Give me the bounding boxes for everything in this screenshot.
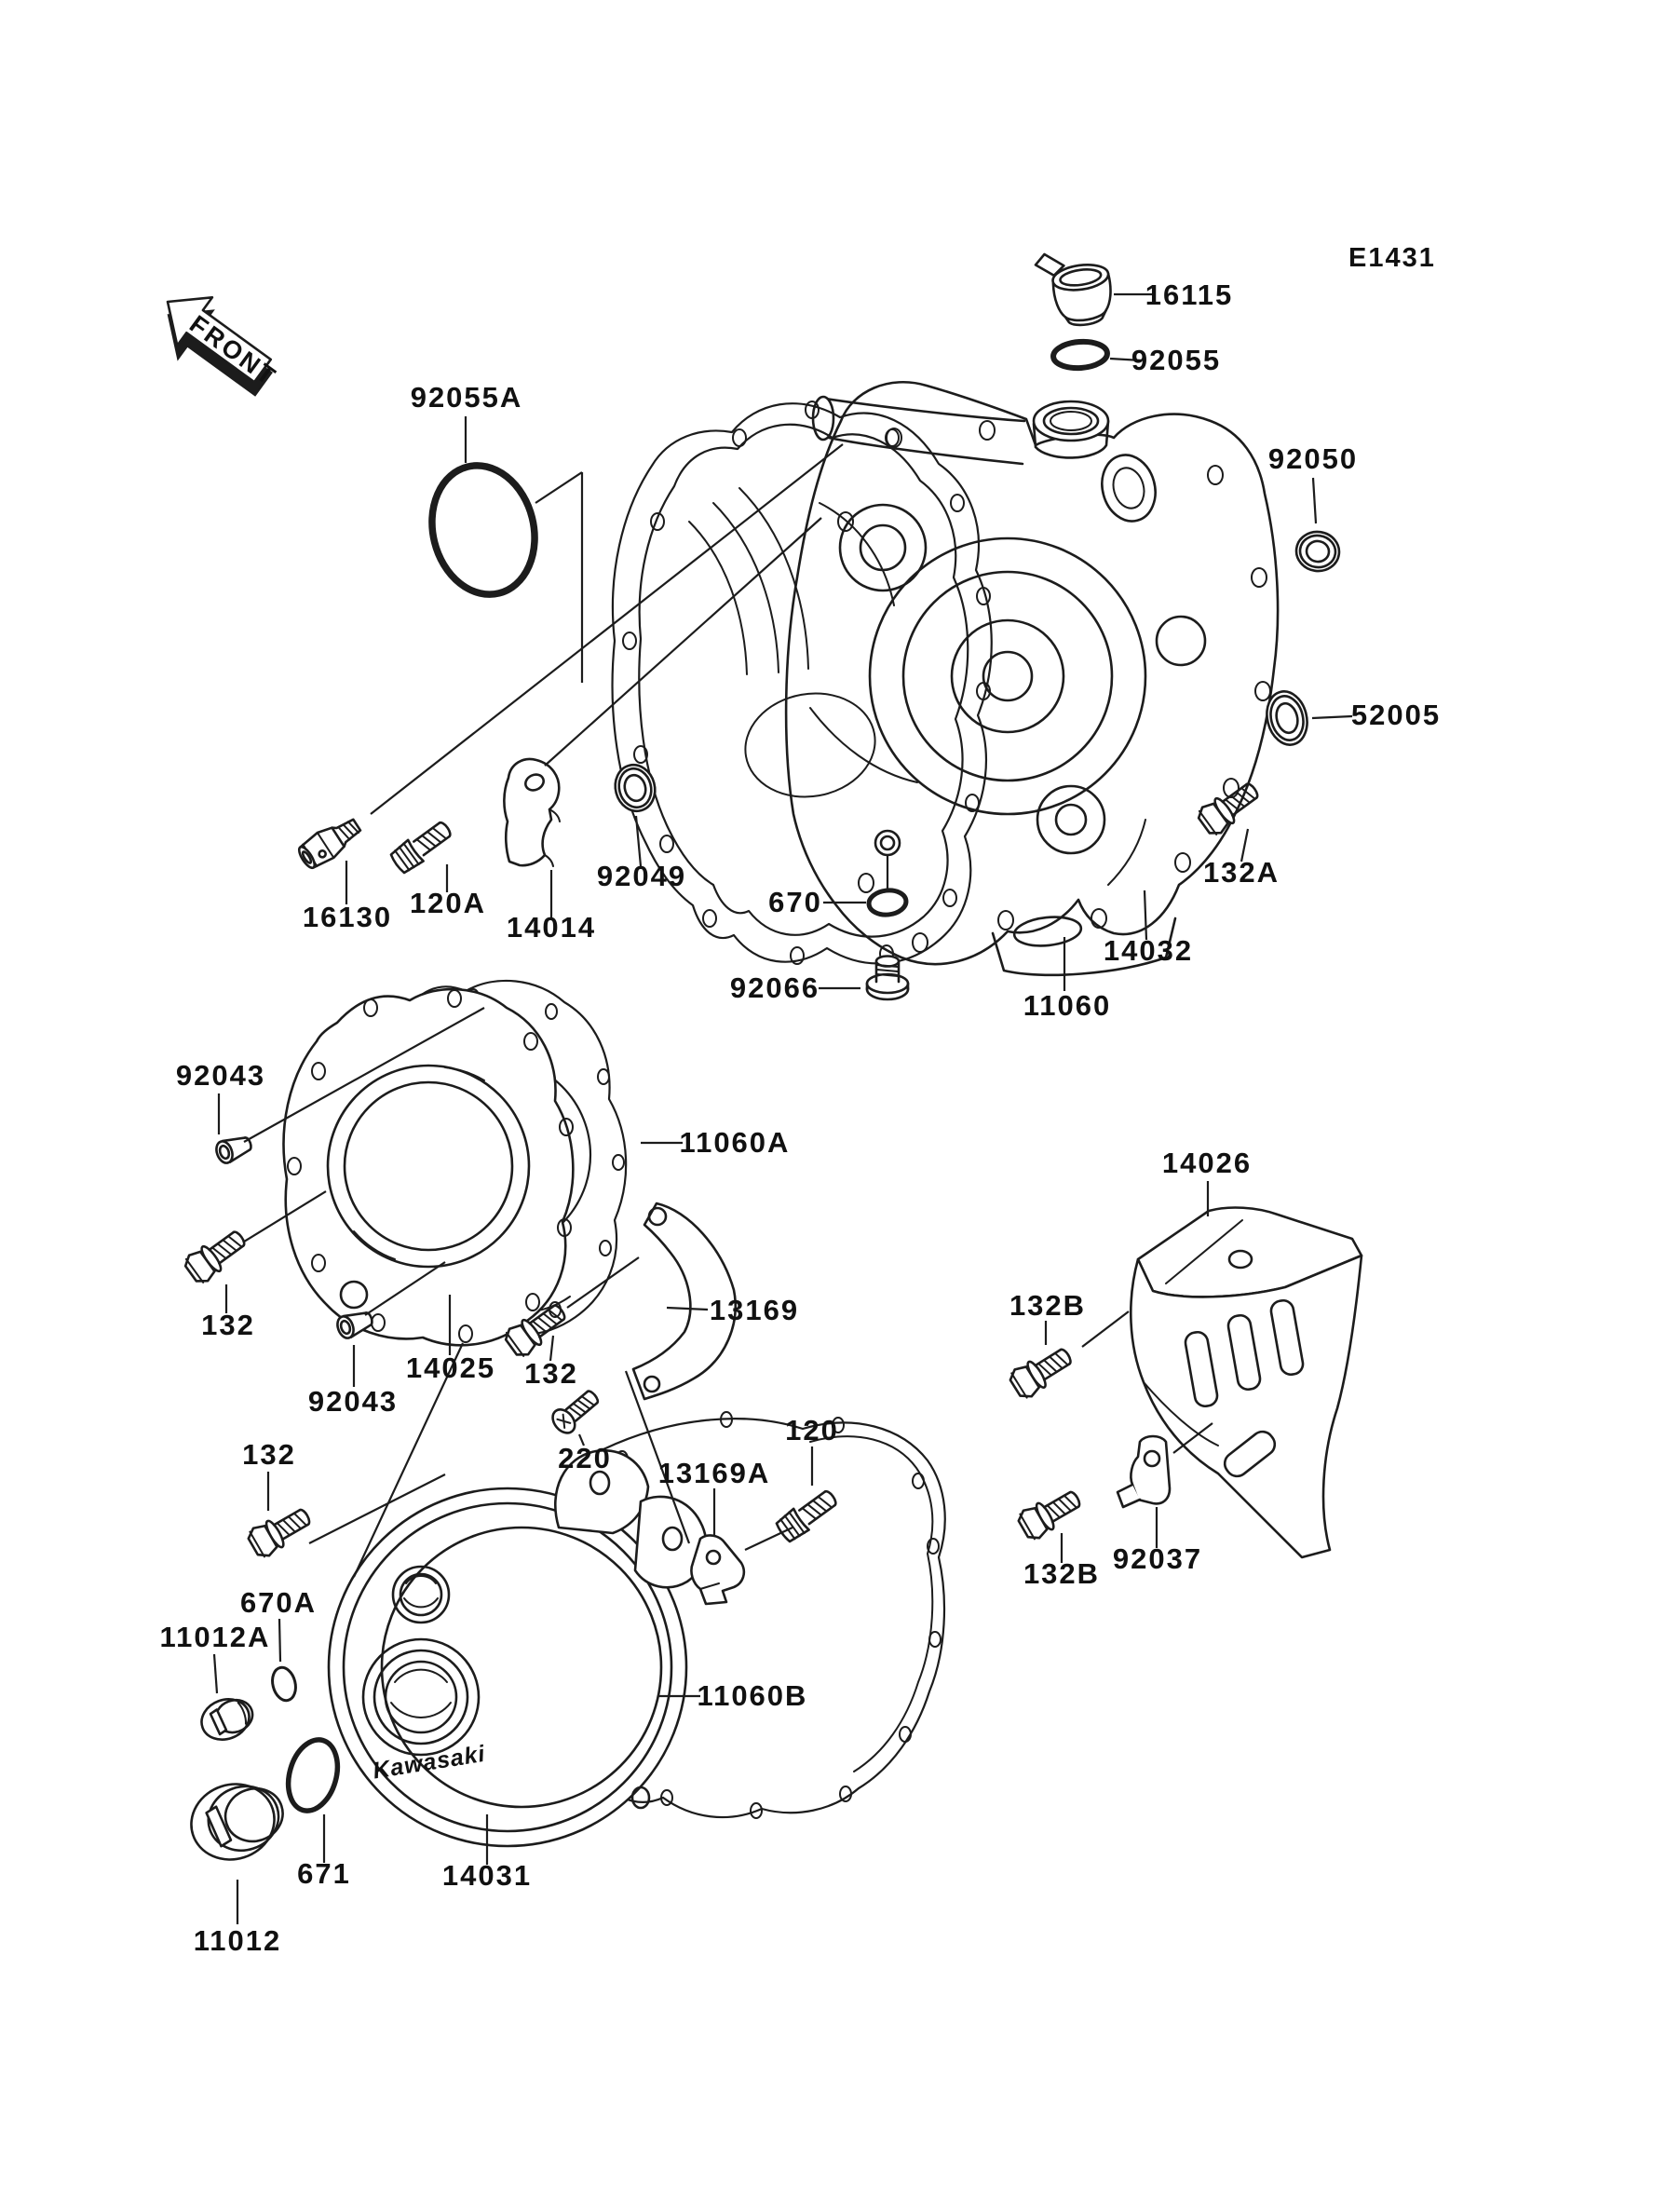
- part-label-13169: 13169: [709, 1294, 800, 1326]
- dowel-pin-92043-top-drawing: [213, 1133, 253, 1165]
- part-label-670A: 670A: [239, 1586, 318, 1619]
- plug-11012A-drawing: [196, 1691, 258, 1746]
- oil-nozzle-16130-drawing: [295, 812, 365, 872]
- part-label-14032: 14032: [1103, 934, 1194, 967]
- part-label-132: 132: [524, 1357, 578, 1390]
- part-label-671: 671: [297, 1857, 351, 1890]
- part-label-132A: 132A: [1202, 856, 1280, 889]
- label-leader-line: [1312, 716, 1352, 718]
- bolt-132B-bottom-drawing: [1015, 1484, 1085, 1542]
- front-arrow-label: FRONT: [184, 309, 283, 392]
- part-label-670: 670: [768, 886, 822, 918]
- o-ring-671-drawing: [280, 1734, 345, 1817]
- part-label-132: 132: [242, 1438, 296, 1471]
- bolt-120A-drawing: [389, 817, 455, 875]
- clutch-cover-14025-drawing: [284, 989, 574, 1345]
- seal-92049-drawing: [610, 760, 660, 815]
- part-label-92055A: 92055A: [410, 381, 523, 414]
- label-leader-line: [279, 1619, 280, 1662]
- leader-line: [545, 518, 821, 766]
- part-label-14014: 14014: [506, 911, 597, 944]
- part-label-92050: 92050: [1267, 442, 1359, 475]
- part-label-14031: 14031: [441, 1859, 533, 1892]
- part-label-92043: 92043: [307, 1385, 399, 1418]
- part-label-92049: 92049: [596, 860, 687, 892]
- o-ring-670A-drawing: [269, 1665, 299, 1704]
- screw-220-drawing: [549, 1385, 603, 1437]
- part-label-92066: 92066: [729, 971, 820, 1004]
- bolt-132-left-drawing: [182, 1224, 251, 1286]
- part-label-132B: 132B: [1023, 1557, 1101, 1590]
- page-code: E1431: [1348, 243, 1436, 273]
- part-label-11060B: 11060B: [697, 1679, 808, 1712]
- part-label-120A: 120A: [409, 887, 487, 919]
- part-label-16115: 16115: [1145, 278, 1234, 311]
- o-ring-92055A-drawing: [419, 455, 549, 605]
- part-label-11012: 11012: [193, 1924, 282, 1957]
- bolt-132-bottomleft-drawing: [245, 1501, 315, 1560]
- screw-120-drawing: [775, 1486, 841, 1543]
- label-leader-line: [636, 816, 641, 866]
- part-label-13169A: 13169A: [657, 1457, 771, 1489]
- part-label-92043: 92043: [175, 1059, 266, 1092]
- o-ring-92055-drawing: [1052, 340, 1108, 370]
- bracket-14014-drawing: [504, 759, 560, 866]
- part-label-92055: 92055: [1131, 344, 1222, 376]
- part-label-120: 120: [785, 1414, 839, 1446]
- part-label-220: 220: [558, 1442, 612, 1474]
- front-direction-arrow: [144, 278, 292, 412]
- part-label-132B: 132B: [1009, 1289, 1087, 1322]
- label-leader-line: [214, 1654, 217, 1693]
- label-leader-line: [1313, 478, 1316, 523]
- kawasaki-logo-text: Kawasaki: [371, 1740, 488, 1785]
- part-label-92037: 92037: [1112, 1542, 1203, 1575]
- oil-filler-cap-16115-drawing: [1035, 246, 1116, 331]
- leader-line: [1082, 1311, 1129, 1347]
- part-label-14025: 14025: [405, 1351, 496, 1384]
- part-label-11060: 11060: [1023, 989, 1112, 1022]
- leader-line: [371, 444, 843, 814]
- part-label-52005: 52005: [1350, 699, 1442, 731]
- bolt-132B-top-drawing: [1007, 1341, 1077, 1401]
- plug-11012-drawing: [182, 1771, 293, 1870]
- guard-plate-92037-drawing: [1118, 1436, 1170, 1507]
- part-label-132: 132: [201, 1309, 255, 1341]
- part-label-11060A: 11060A: [679, 1126, 791, 1159]
- part-label-14026: 14026: [1161, 1147, 1253, 1179]
- part-label-16130: 16130: [302, 901, 393, 933]
- seal-92050-drawing: [1294, 529, 1341, 574]
- sprocket-cover-14026-drawing: [1131, 1208, 1362, 1557]
- bracket-13169A-drawing: [691, 1536, 743, 1604]
- part-label-11012A: 11012A: [159, 1621, 271, 1653]
- leader-line: [535, 472, 582, 503]
- leader-line: [567, 1257, 639, 1308]
